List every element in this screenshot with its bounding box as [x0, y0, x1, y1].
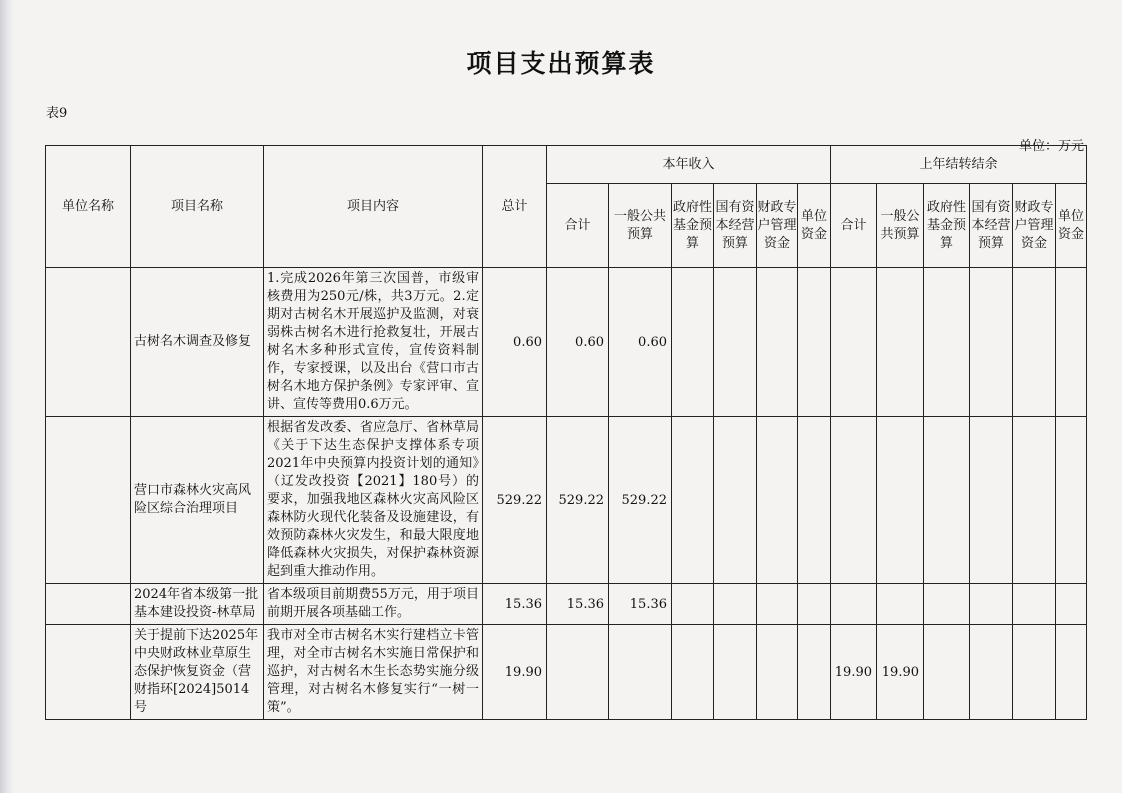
cell-py-special-account [1013, 584, 1056, 625]
cell-py-gov-fund [924, 417, 970, 584]
cell-unit [46, 417, 131, 584]
budget-table [45, 145, 1087, 720]
cell-cy-special-account [757, 417, 798, 584]
cell-py-unit-fund [1056, 268, 1087, 417]
col-py-unit-fund: 单位资金 [1056, 184, 1087, 268]
table-number: 表9 [46, 106, 68, 121]
cell-py-state-capital [970, 625, 1013, 720]
cell-cy-subtotal: 0.60 [547, 268, 609, 417]
col-total: 总计 [483, 146, 547, 268]
col-group-current-year: 本年收入 [547, 146, 831, 184]
table-row [46, 268, 1087, 417]
col-cy-state-capital: 国有资本经营预算 [714, 184, 757, 268]
table-row [46, 584, 1087, 625]
cell-cy-general-budget: 0.60 [609, 268, 672, 417]
cell-py-subtotal: 19.90 [831, 625, 877, 720]
cell-project-name: 2024年省本级第一批基本建设投资-林草局 [131, 584, 264, 625]
cell-py-unit-fund [1056, 417, 1087, 584]
cell-py-special-account [1013, 625, 1056, 720]
cell-cy-gov-fund [672, 625, 714, 720]
col-py-state-capital: 国有资本经营预算 [970, 184, 1013, 268]
page-title: 项目支出预算表 [466, 49, 656, 78]
cell-project-name: 古树名木调查及修复 [131, 268, 264, 417]
col-py-special-account: 财政专户管理资金 [1013, 184, 1056, 268]
cell-py-subtotal [831, 417, 877, 584]
col-group-prior-year: 上年结转结余 [831, 146, 1087, 184]
cell-project-content: 根据省发改委、省应急厅、省林草局《关于下达生态保护支撑体系专项2021年中央预算内投资计划的通知》（辽发改投资【2021】180号）的要求，加强我地区森林火灾高风险区森林防火现代化装备及设施建设，有效预防森林火灾发生，和最大限度地降低森林火灾损失，对保护森林资源起到重大推动作用。 [264, 417, 483, 584]
header-row-1 [46, 146, 1087, 184]
cell-py-unit-fund [1056, 625, 1087, 720]
col-cy-special-account: 财政专户管理资金 [757, 184, 798, 268]
cell-py-state-capital [970, 584, 1013, 625]
cell-total: 529.22 [483, 417, 547, 584]
cell-cy-general-budget: 529.22 [609, 417, 672, 584]
cell-py-special-account [1013, 268, 1056, 417]
cell-cy-state-capital [714, 417, 757, 584]
table-row [46, 417, 1087, 584]
cell-cy-state-capital [714, 625, 757, 720]
cell-py-subtotal [831, 584, 877, 625]
cell-py-state-capital [970, 417, 1013, 584]
cell-cy-special-account [757, 268, 798, 417]
col-project-name: 项目名称 [131, 146, 264, 268]
page-binding-edge [0, 0, 14, 793]
cell-cy-gov-fund [672, 584, 714, 625]
cell-cy-subtotal: 529.22 [547, 417, 609, 584]
cell-py-general-budget [877, 268, 924, 417]
cell-cy-subtotal [547, 625, 609, 720]
col-cy-general-budget: 一般公共预算 [609, 184, 672, 268]
unit-label: 单位：万元 [1018, 139, 1084, 154]
col-project-content: 项目内容 [264, 146, 483, 268]
cell-project-content: 1.完成2026年第三次国普，市级审核费用为250元/株，共3万元。2.定期对古树名木开展巡护及监测，对衰弱株古树名木进行抢救复壮，开展古树名木多种形式宣传，宣传资料制作，专家授课，以及出台《营口市古树名木地方保护条例》专家评审、宣讲、宣传等费用0.6万元。 [264, 268, 483, 417]
cell-py-general-budget [877, 417, 924, 584]
col-py-gov-fund: 政府性基金预算 [924, 184, 970, 268]
cell-py-general-budget: 19.90 [877, 625, 924, 720]
cell-cy-unit-fund [798, 625, 831, 720]
cell-cy-state-capital [714, 268, 757, 417]
cell-cy-special-account [757, 584, 798, 625]
cell-project-content: 省本级项目前期费55万元，用于项目前期开展各项基础工作。 [264, 584, 483, 625]
cell-unit [46, 584, 131, 625]
cell-py-gov-fund [924, 268, 970, 417]
cell-unit [46, 268, 131, 417]
col-py-general-budget: 一般公共预算 [877, 184, 924, 268]
col-cy-unit-fund: 单位资金 [798, 184, 831, 268]
cell-cy-special-account [757, 625, 798, 720]
cell-py-gov-fund [924, 584, 970, 625]
col-unit-name: 单位名称 [46, 146, 131, 268]
col-py-subtotal: 合计 [831, 184, 877, 268]
cell-cy-unit-fund [798, 417, 831, 584]
cell-py-general-budget [877, 584, 924, 625]
table-row [46, 625, 1087, 720]
cell-project-content: 我市对全市古树名木实行建档立卡管理，对全市古树名木实施日常保护和巡护，对古树名木生长态势实施分级管理，对古树名木修复实行“一树一策”。 [264, 625, 483, 720]
cell-cy-unit-fund [798, 268, 831, 417]
cell-cy-general-budget [609, 625, 672, 720]
cell-cy-unit-fund [798, 584, 831, 625]
cell-cy-gov-fund [672, 417, 714, 584]
col-cy-gov-fund: 政府性基金预算 [672, 184, 714, 268]
cell-cy-state-capital [714, 584, 757, 625]
cell-py-gov-fund [924, 625, 970, 720]
cell-cy-gov-fund [672, 268, 714, 417]
cell-total: 15.36 [483, 584, 547, 625]
cell-py-special-account [1013, 417, 1056, 584]
cell-project-name: 营口市森林火灾高风险区综合治理项目 [131, 417, 264, 584]
cell-cy-general-budget: 15.36 [609, 584, 672, 625]
col-cy-subtotal: 合计 [547, 184, 609, 268]
cell-py-unit-fund [1056, 584, 1087, 625]
cell-unit [46, 625, 131, 720]
cell-py-state-capital [970, 268, 1013, 417]
cell-total: 19.90 [483, 625, 547, 720]
cell-py-subtotal [831, 268, 877, 417]
cell-cy-subtotal: 15.36 [547, 584, 609, 625]
cell-total: 0.60 [483, 268, 547, 417]
cell-project-name: 关于提前下达2025年中央财政林业草原生态保护恢复资金（营财指环[2024]5014号 [131, 625, 264, 720]
